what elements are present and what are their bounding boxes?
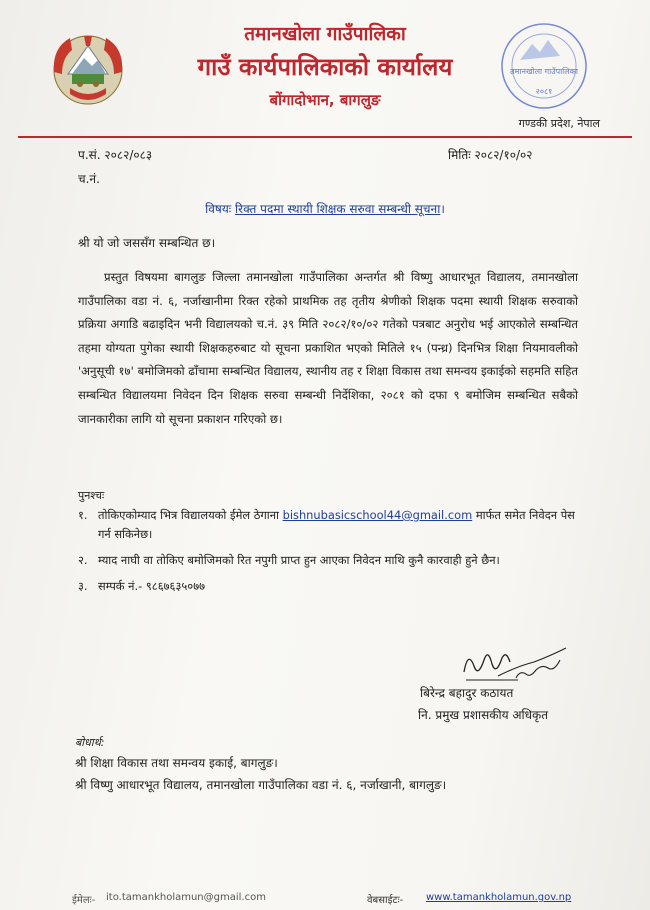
postscript-item [78,506,578,544]
postscript-item-text: मार्फत समेत निवेदन पेस गर्न सकिनेछ। [98,508,575,541]
reference-number: प.सं. २०८२/०८३ [78,148,153,162]
signer-name: बिरेन्द्र बहादुर कठायत [420,686,514,700]
cc-recipient: श्री विष्णु आधारभूत विद्यालय, तमानखोला गाउँपालिका वडा नं. ६, नर्जाखानी, बागलुङ। [75,778,447,792]
stamp-text: तमानखोला गाउँपालिका [510,67,578,76]
subject-prefix: विषयः [205,202,232,216]
dispatch-number: च.नं. [78,172,100,186]
postscript-item-text: म्याद नाघी वा तोकिए बमोजिमको रित नपुगी प्राप्त हुन आएका निवेदन माथि कुनै कारवाही हुने छैन। [98,553,500,567]
salutation: श्री यो जो जससँग सम्बन्धित छ। [78,236,216,250]
footer-email-label: ईमेलः- [72,895,96,906]
letter-date: मितिः २०८२/१०/०२ [448,148,533,162]
header-divider [18,136,632,138]
municipality-name: तमानखोला गाउँपालिका [244,23,406,45]
footer-website-link[interactable]: www.tamankholamun.gov.np [426,892,572,903]
footer-email[interactable]: ito.tamankholamun@gmail.com [106,892,266,903]
postscript-label: पुनश्चः [78,489,105,502]
office-name: गाउँ कार्यपालिकाको कार्यालय [197,53,453,81]
municipal-stamp-icon [498,20,590,112]
province-label: गण्डकी प्रदेश, नेपाल [518,117,600,130]
postscript-item-number: ३. [78,579,88,593]
office-address: बोंगादोभान, बागलुङ [269,91,381,109]
postscript-item [78,551,578,570]
postscript-item [78,577,578,596]
handwritten-signature [458,636,578,688]
postscript-item-number: १. [78,508,88,522]
signer-title: नि. प्रमुख प्रशासकीय अधिकृत [418,708,549,722]
postscript-item-text: तोकिएकोम्याद भित्र विद्यालयको ईमेल ठेगाना [98,508,279,522]
subject-text: रिक्त पदमा स्थायी शिक्षक सरुवा सम्बन्धी सूचना [235,202,441,216]
subject-suffix: । [440,202,445,216]
contact-number: सम्पर्क नं.- ९८६७६३५०७७ [98,579,206,593]
cc-label: बोधार्थ: [75,736,105,749]
notice-body: प्रस्तुत विषयमा बागलुङ जिल्ला तमानखोला गाउँपालिका अन्तर्गत श्री विष्णु आधारभूत विद्यालय, तमानखोला गाउँपालिका वडा नं. ६, नर्जाखानीमा रिक्त रहेको प्राथमिक तह तृतीय श्रेणीको शिक्षक पदमा स्थायी शिक्षक सरुवाको प्रक्रिया अगाडि बढाइदिन भनी विद्यालयको च.नं. ३९ मिति २०८२/१०/०२ गतेको पत्रबाट अनुरोध भई आएकोले सम्बन्धित तहमा योग्यता पुगेका स्थायी शिक्षकहरुबाट यो सूचना प्रकाशित भएको मितिले १५ (पन्ध्र) दिनभित्र शिक्षा नियमावलीको 'अनुसूची १७' बमोजिमको ढाँचामा सम्बन्धित विद्यालय, स्थानीय तह र शिक्षा विकास तथा समन्वय इकाईको सहमति सहित सम्बन्धित विद्यालयमा निवेदन दिन शिक्षक सरुवा सम्बन्धी निर्देशिका, २०८१ को दफा ९ बमोजिम सम्बन्धित सबैको जानकारीका लागि यो सूचना प्रकाशन गरिएको छ। [78,270,578,426]
school-email-link[interactable]: bishnubasicschool44@gmail.com [282,508,473,522]
postscript-list [78,506,578,603]
postscript-item-number: २. [78,553,88,567]
stamp-year: २०८१ [535,87,553,96]
cc-recipient: श्री शिक्षा विकास तथा समन्वय इकाई, बागलुङ। [75,756,278,770]
subject-line [0,200,650,217]
footer-website-label: वेबसाईटः- [367,895,404,906]
